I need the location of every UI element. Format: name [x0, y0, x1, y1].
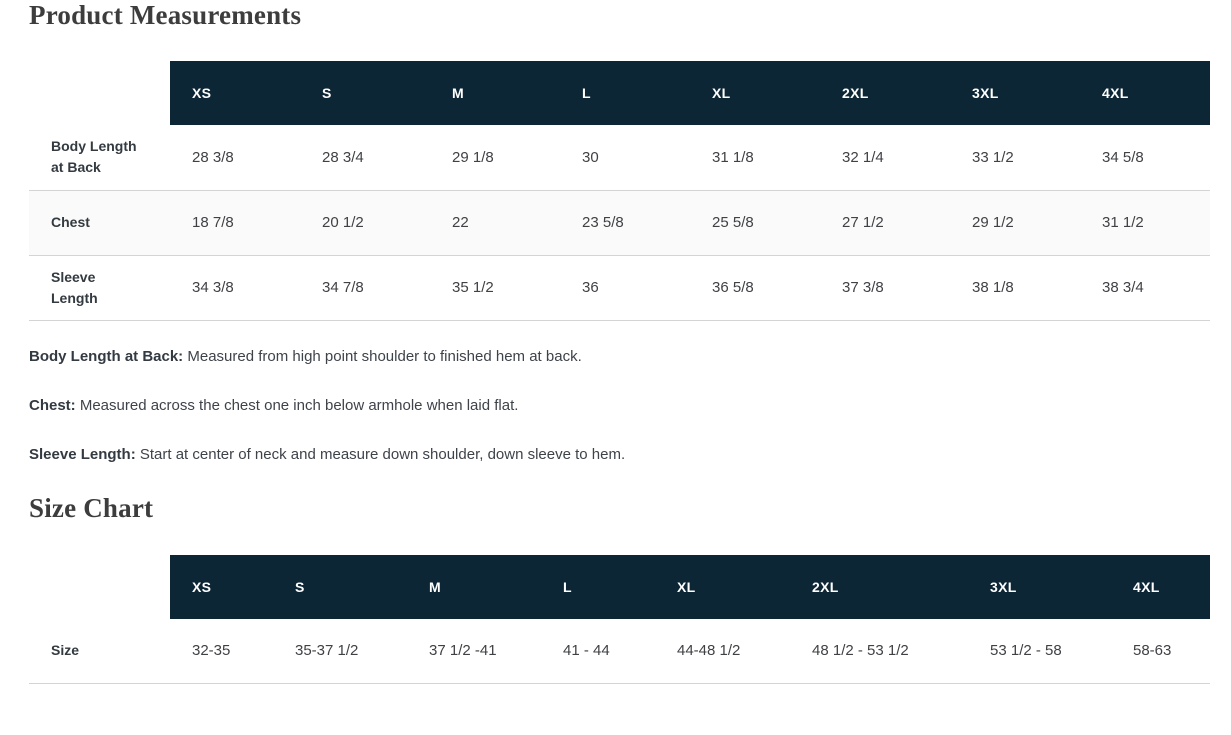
measurement-cell: 20 1/2	[300, 190, 430, 255]
measurement-cell: 29 1/2	[950, 190, 1080, 255]
measurement-cell: 27 1/2	[820, 190, 950, 255]
size-range-cell: 48 1/2 - 53 1/2	[790, 619, 968, 684]
size-column-header: M	[407, 555, 541, 619]
table-row-sleeve-length	[29, 255, 1210, 320]
product-measurements-title: Product Measurements	[29, 0, 302, 30]
size-column-header: 3XL	[968, 555, 1111, 619]
measurement-cell: 32 1/4	[820, 125, 950, 190]
definition-text: Measured across the chest one inch below armhole when laid flat.	[79, 396, 519, 414]
size-range-cell: 35-37 1/2	[273, 619, 407, 684]
definition-term: Sleeve Length:	[29, 445, 136, 463]
size-column-header: S	[273, 555, 407, 619]
measurement-definition	[29, 346, 1210, 367]
measurement-cell: 36	[560, 255, 690, 320]
corner-cell	[29, 61, 170, 125]
size-column-header: L	[560, 61, 690, 125]
measurement-cell: 25 5/8	[690, 190, 820, 255]
table-row-size	[29, 619, 1210, 684]
definition-text: Measured from high point shoulder to finished hem at back.	[187, 347, 582, 365]
size-range-cell: 58-63	[1111, 619, 1210, 684]
size-column-header: XL	[655, 555, 790, 619]
measurement-cell: 30	[560, 125, 690, 190]
definition-term: Body Length at Back:	[29, 347, 184, 365]
size-chart-table	[29, 555, 1210, 685]
size-column-header: XL	[690, 61, 820, 125]
measurement-cell: 36 5/8	[690, 255, 820, 320]
size-column-header: 2XL	[820, 61, 950, 125]
size-range-cell: 44-48 1/2	[655, 619, 790, 684]
product-measurements-table	[29, 61, 1210, 321]
table-row-chest	[29, 190, 1210, 255]
size-column-header: 3XL	[950, 61, 1080, 125]
measurement-cell: 33 1/2	[950, 125, 1080, 190]
measurement-cell: 22	[430, 190, 560, 255]
size-column-header: L	[541, 555, 655, 619]
size-column-header: XS	[170, 61, 300, 125]
corner-cell	[29, 555, 170, 619]
measurement-cell: 31 1/2	[1080, 190, 1210, 255]
row-label: Chest	[29, 190, 170, 255]
row-label: Sleeve Length	[29, 255, 170, 320]
measurement-cell: 34 7/8	[300, 255, 430, 320]
measurement-cell: 18 7/8	[170, 190, 300, 255]
size-column-header: 2XL	[790, 555, 968, 619]
size-header-row	[29, 61, 1210, 125]
row-label: Body Length at Back	[29, 125, 170, 190]
measurement-cell: 34 3/8	[170, 255, 300, 320]
definition-term: Chest:	[29, 396, 76, 414]
size-range-cell: 41 - 44	[541, 619, 655, 684]
size-column-header: 4XL	[1111, 555, 1210, 619]
measurement-definition	[29, 444, 1210, 465]
measurement-cell: 23 5/8	[560, 190, 690, 255]
measurement-cell: 38 1/8	[950, 255, 1080, 320]
measurement-cell: 29 1/8	[430, 125, 560, 190]
measurement-cell: 37 3/8	[820, 255, 950, 320]
measurement-cell: 31 1/8	[690, 125, 820, 190]
measurement-definitions	[29, 346, 1210, 465]
size-column-header: 4XL	[1080, 61, 1210, 125]
measurement-cell: 34 5/8	[1080, 125, 1210, 190]
size-column-header: M	[430, 61, 560, 125]
size-chart-title: Size Chart	[29, 492, 154, 523]
measurement-cell: 28 3/4	[300, 125, 430, 190]
table-row-body-length	[29, 125, 1210, 190]
size-column-header: S	[300, 61, 430, 125]
measurement-definition	[29, 395, 1210, 416]
size-range-cell: 37 1/2 -41	[407, 619, 541, 684]
measurement-cell: 38 3/4	[1080, 255, 1210, 320]
measurement-cell: 35 1/2	[430, 255, 560, 320]
row-label: Size	[29, 619, 170, 684]
size-range-cell: 53 1/2 - 58	[968, 619, 1111, 684]
size-header-row	[29, 555, 1210, 619]
definition-text: Start at center of neck and measure down shoulder, down sleeve to hem.	[139, 445, 626, 463]
measurement-cell: 28 3/8	[170, 125, 300, 190]
size-range-cell: 32-35	[170, 619, 273, 684]
size-column-header: XS	[170, 555, 273, 619]
